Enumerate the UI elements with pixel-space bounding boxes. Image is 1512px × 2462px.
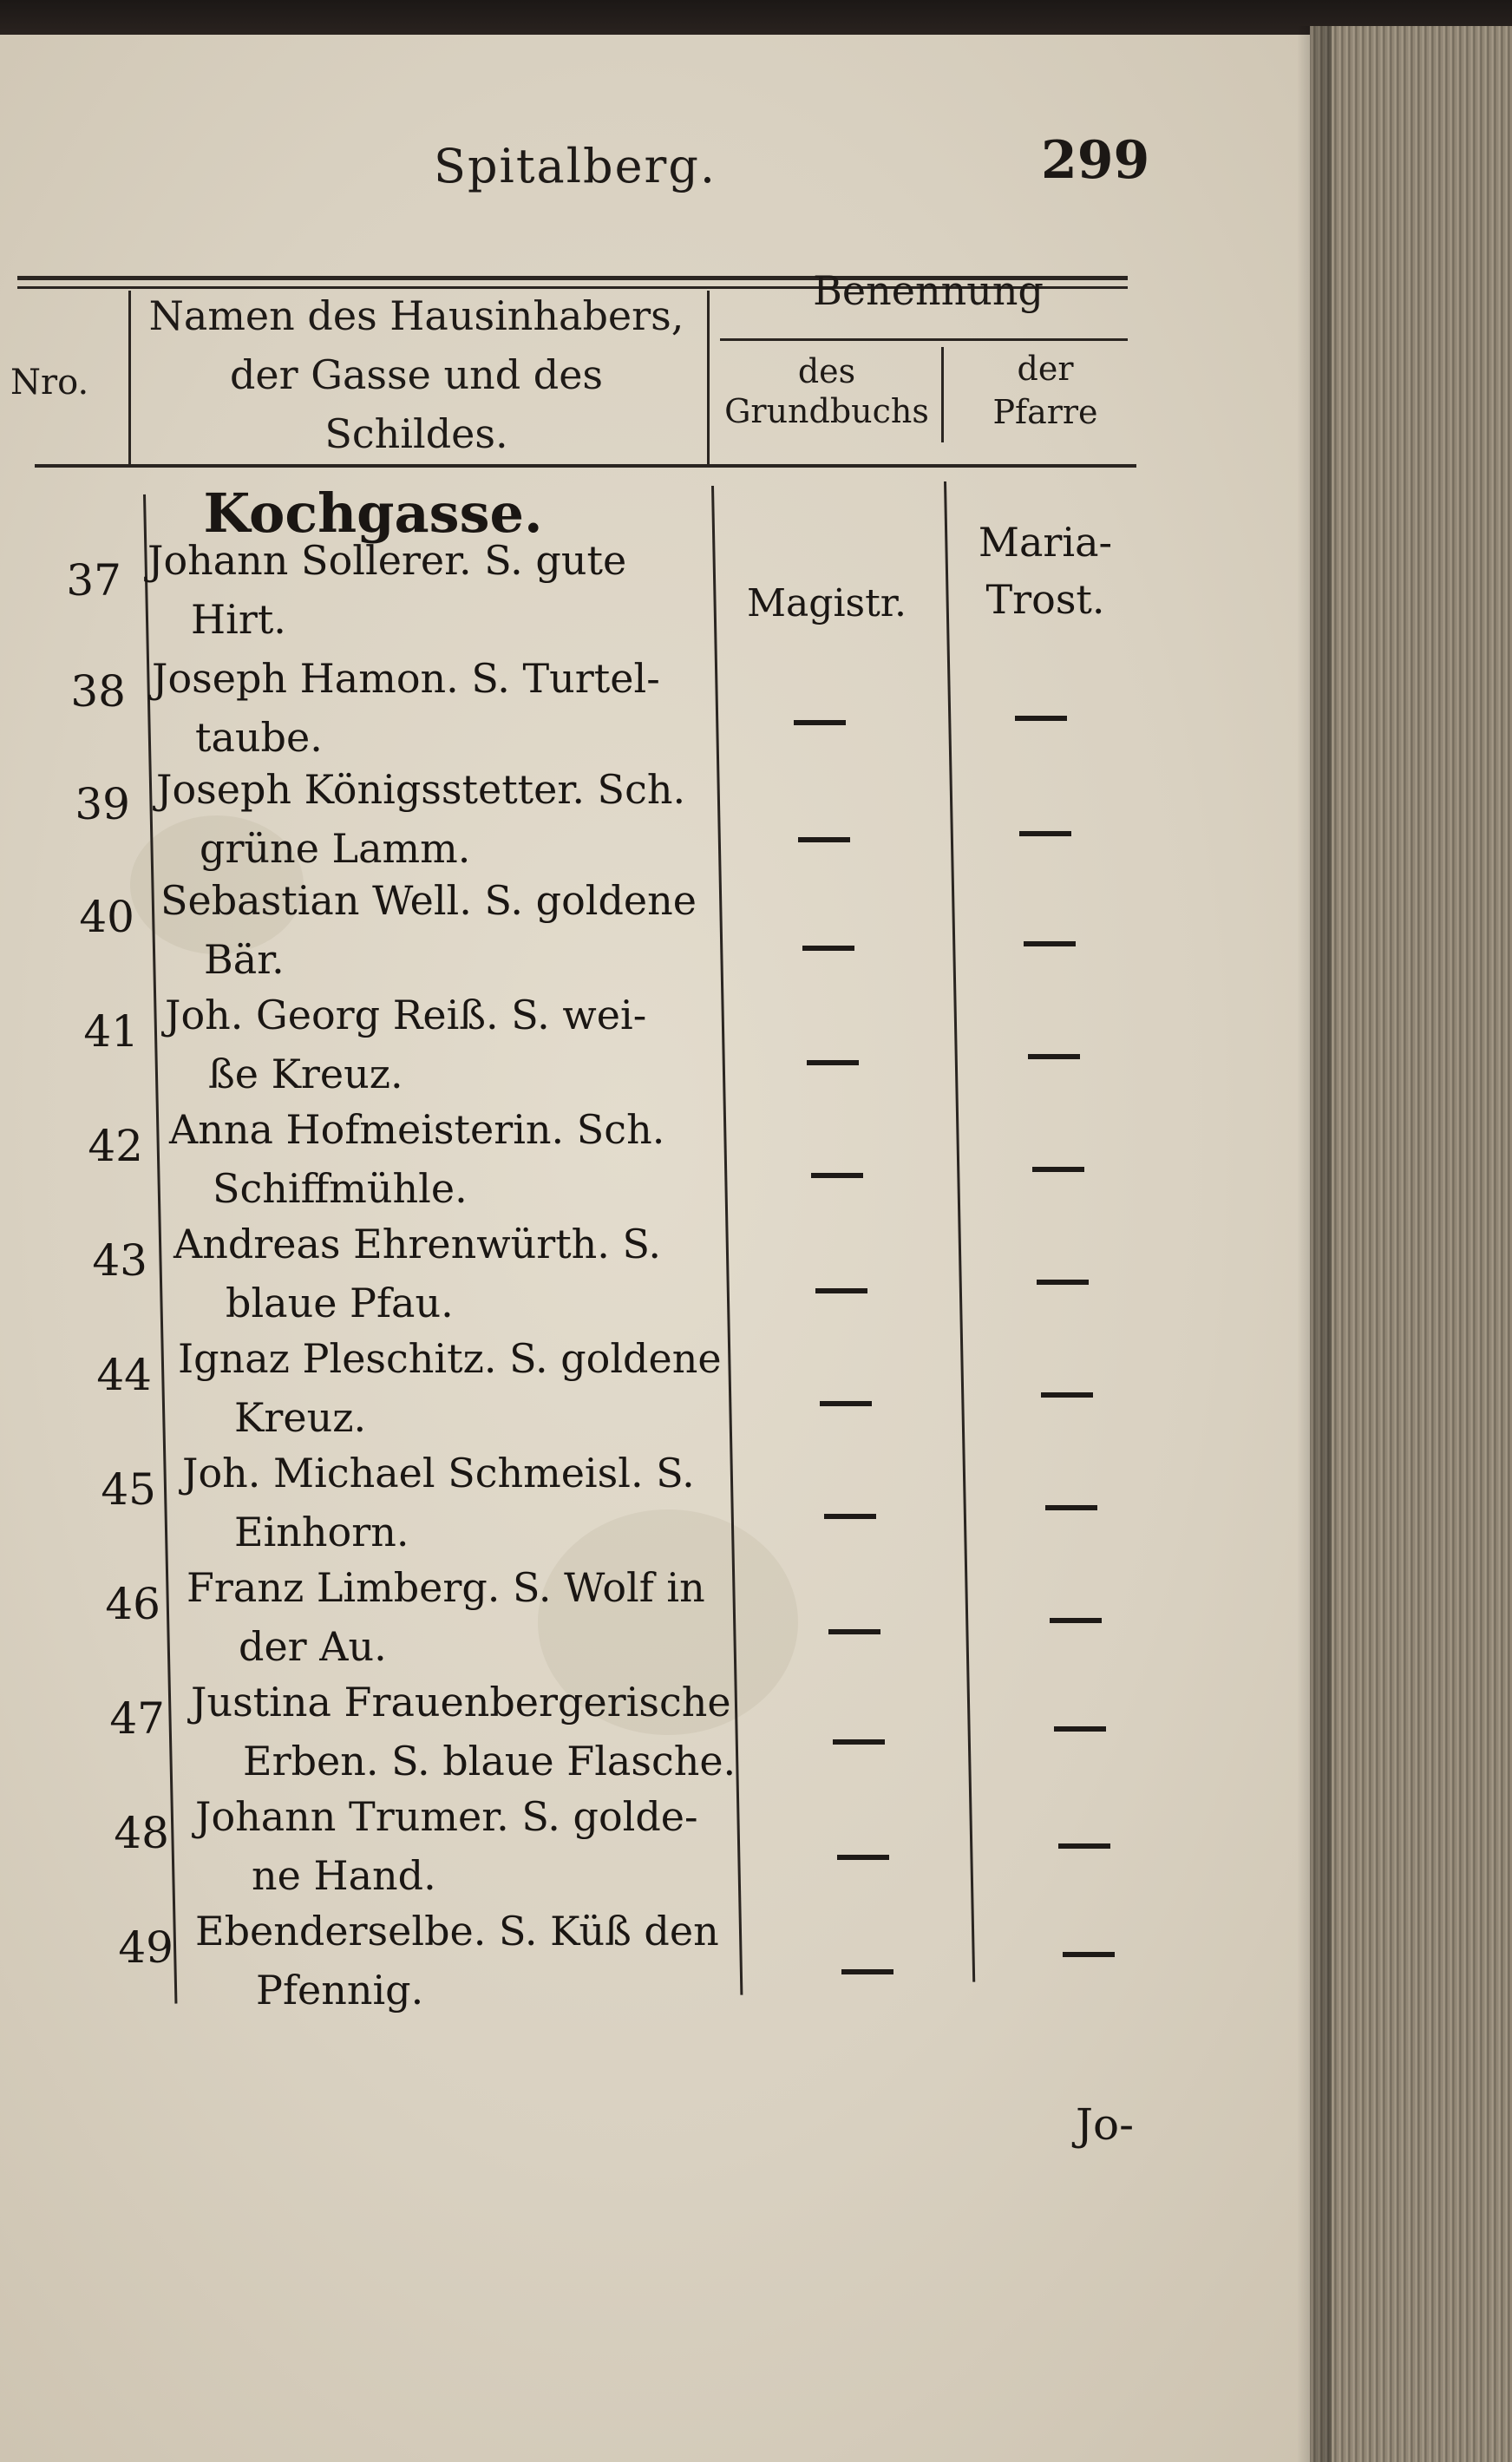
ditto-dash: [1024, 941, 1076, 946]
entry-line: Kreuz.: [234, 1394, 367, 1441]
header-grundbuch: [710, 351, 944, 431]
entry-number: 47: [109, 1693, 165, 1744]
pfarre-value: [946, 514, 1145, 628]
ditto-dash: [820, 1401, 872, 1406]
header-pfarre-line: der: [1017, 350, 1074, 388]
grundbuch-value: Magistr.: [747, 581, 907, 625]
entry-line: Joseph Hamon. S. Turtel-: [152, 655, 660, 702]
ditto-dash: [802, 946, 854, 951]
page-edges: [1310, 26, 1512, 2462]
entry-number: 44: [96, 1350, 152, 1400]
entry-number: 40: [79, 892, 134, 942]
entry-number: 39: [75, 779, 130, 829]
entry-text: [173, 1215, 763, 1332]
catchword: Jo-: [1076, 2099, 1135, 2150]
entry-text: [147, 531, 737, 649]
running-title: Spitalberg.: [434, 139, 717, 193]
ditto-dash: [1041, 1392, 1093, 1398]
entry-line: ne Hand.: [252, 1852, 436, 1899]
entry-line: Ignaz Pleschitz. S. goldene: [178, 1335, 722, 1382]
ditto-dash: [1032, 1167, 1084, 1172]
entry-number: 41: [83, 1006, 139, 1057]
entry-number: 49: [118, 1922, 173, 1973]
header-pfarre: [950, 347, 1141, 434]
ditto-dash: [824, 1514, 876, 1519]
entry-line: Joseph Königsstetter. Sch.: [156, 766, 686, 813]
ditto-dash: [1015, 716, 1067, 721]
entry-line: grüne Lamm.: [200, 825, 471, 872]
header-bottom-rule: [35, 464, 1136, 468]
ditto-dash: [807, 1060, 859, 1065]
entry-line: Ebenderselbe. S. Küß den: [195, 1908, 719, 1955]
entry-number: 37: [66, 555, 121, 606]
entry-text: [195, 1902, 785, 2020]
header-pfarre-line: Pfarre: [992, 393, 1098, 431]
entry-number: 42: [88, 1121, 143, 1171]
entry-line: Justina Frauenbergerische: [191, 1679, 731, 1725]
entry-line: blaue Pfau.: [226, 1280, 454, 1326]
entry-text: [178, 1329, 768, 1447]
entry-line: taube.: [195, 714, 323, 761]
entry-number: 48: [114, 1808, 169, 1858]
header-name-line: Namen des Hausinhabers,: [148, 292, 684, 339]
ditto-dash: [1050, 1618, 1102, 1623]
entry-line: Schiffmühle.: [213, 1165, 468, 1212]
ditto-dash: [828, 1629, 880, 1634]
benennung-rule: [720, 338, 1128, 341]
entry-line: Einhorn.: [234, 1509, 409, 1555]
entry-number: 45: [101, 1464, 156, 1515]
entry-line: Johann Trumer. S. golde-: [195, 1793, 698, 1840]
entry-number: 43: [92, 1235, 147, 1286]
header-name-line: Schildes.: [324, 410, 508, 457]
entry-line: ße Kreuz.: [208, 1051, 403, 1097]
ditto-dash: [1063, 1952, 1115, 1957]
ditto-dash: [815, 1288, 867, 1293]
entry-text: [165, 985, 755, 1103]
pfarre-line: Trost.: [985, 576, 1105, 623]
entry-text: [156, 760, 746, 878]
entry-line: Andreas Ehrenwürth. S.: [173, 1221, 662, 1267]
entry-text: [191, 1673, 781, 1791]
header-nro: Nro.: [10, 363, 89, 403]
entry-text: [160, 871, 750, 989]
ditto-dash: [833, 1739, 885, 1745]
entry-number: 38: [70, 666, 126, 717]
entry-line: Sebastian Well. S. goldene: [160, 877, 697, 924]
header-grundbuch-line: Grundbuchs: [724, 392, 929, 430]
ditto-dash: [1045, 1505, 1097, 1510]
entry-line: Johann Sollerer. S. gute: [147, 537, 627, 584]
ditto-dash: [1028, 1054, 1080, 1059]
ditto-dash: [811, 1173, 863, 1178]
entry-line: Joh. Georg Reiß. S. wei-: [165, 992, 647, 1038]
ditto-dash: [841, 1969, 893, 1974]
entry-text: [182, 1444, 772, 1562]
entry-text: [169, 1100, 759, 1218]
entry-line: Erben. S. blaue Flasche.: [243, 1738, 736, 1784]
ditto-dash: [1054, 1726, 1106, 1732]
entry-line: Hirt.: [191, 596, 286, 643]
header-name-line: der Gasse und des: [229, 351, 604, 398]
entry-line: Anna Hofmeisterin. Sch.: [169, 1106, 665, 1153]
ditto-dash: [798, 837, 850, 842]
entry-line: der Au.: [239, 1623, 387, 1670]
ditto-dash: [837, 1855, 889, 1860]
page-number: 299: [1041, 130, 1150, 191]
ditto-dash: [1019, 831, 1071, 836]
gutter-shadow: [1297, 26, 1332, 2462]
ditto-dash: [1037, 1280, 1089, 1285]
header-name-column: [130, 286, 703, 463]
entry-number: 46: [105, 1579, 160, 1629]
header-benennung: Benennung: [813, 267, 1044, 314]
ditto-dash: [1058, 1843, 1110, 1849]
ditto-dash: [794, 720, 846, 725]
pfarre-line: Maria-: [978, 519, 1113, 566]
entry-text: [195, 1787, 785, 1905]
street-heading: Kochgasse.: [203, 481, 543, 545]
entry-text: [152, 649, 742, 767]
entry-text: [187, 1558, 776, 1676]
header-grundbuch-line: des: [797, 352, 856, 390]
entry-line: Franz Limberg. S. Wolf in: [187, 1564, 705, 1611]
entry-line: Pfennig.: [256, 1967, 424, 2013]
entry-line: Joh. Michael Schmeisl. S.: [182, 1450, 695, 1496]
entry-line: Bär.: [204, 936, 285, 983]
